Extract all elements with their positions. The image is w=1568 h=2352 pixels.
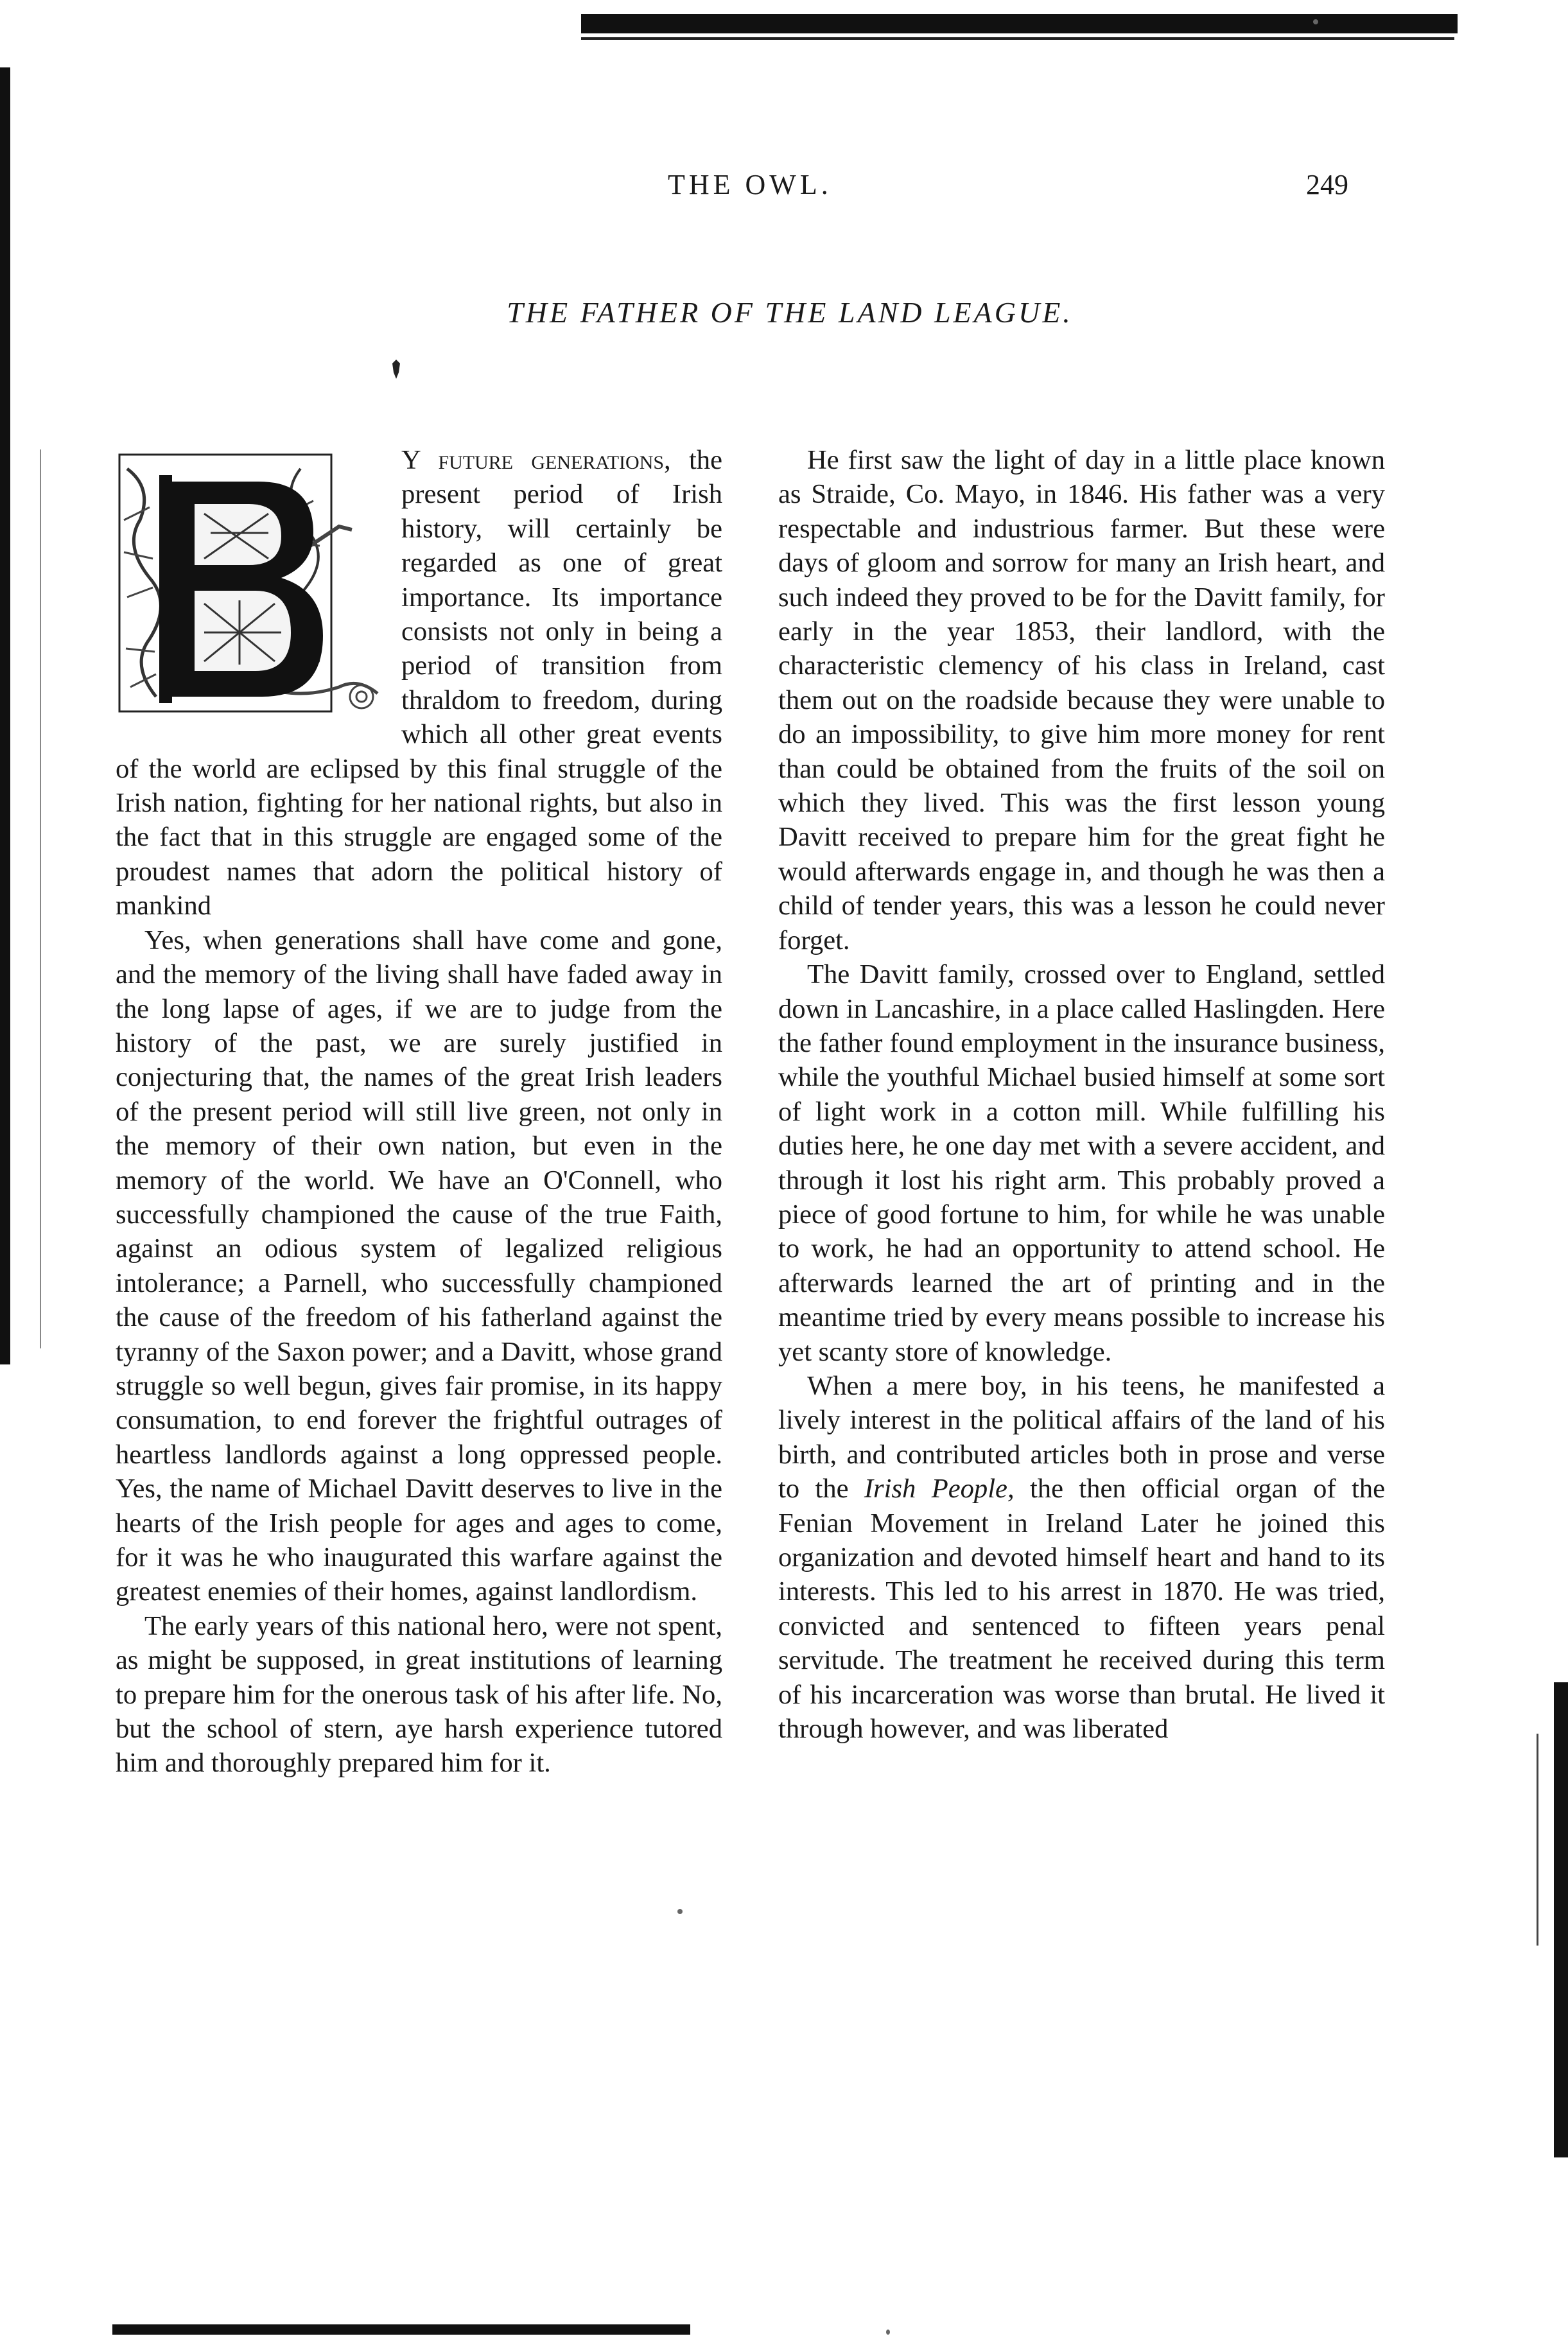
page-number: 249 [1306, 169, 1348, 200]
lead-in: Y future generations, [401, 445, 671, 475]
ink-speck [677, 1909, 683, 1914]
paragraph-text: the then official organ of the Fenian Movement in Ireland Later he joined this organization and devoted himself heart and hand to its interests. This led to his arrest in 1870. He was tried, convicted and sentenced to fifteen years penal servitude. The treatment he received during this term of his incarceration was worse than brutal. He lived it through however, and was liberated [778, 1474, 1386, 1745]
ornamental-drop-cap [108, 443, 385, 729]
ink-speck [886, 2330, 890, 2335]
drop-cap-b-ornament [108, 443, 385, 729]
scan-edge-right [1554, 1682, 1568, 2157]
paragraph [778, 1369, 1385, 1746]
paragraph: The Davitt family, crossed over to England, settled down in Lancashire, in a place called Haslingden. Here the father found employment in the insurance business, while the youthful Michael busied himself at some sort of light work in a cotton mill. While fulfilling his duties here, he one day met with a severe accident, and through it lost his right arm. This probably proved a piece of good fortune to him, for while he was unable to work, he had an opportunity to attend school. He afterwards learned the art of printing and in the meantime tried by every means possible to increase his yet scanty store of knowledge. [778, 959, 1385, 1367]
paragraph-text: the present period of Irish history, will certainly be regarded as one of great importance. Its importance consists not only in being a period of transition from thraldom to freedom, during which all other great events of the world are eclipsed by this final struggle of the Irish nation, fighting for her national rights, but also in the fact that in this struggle are engaged some of the proudest names that adorn the political history of mankind [116, 445, 723, 921]
scan-edge-top [581, 1, 1458, 33]
scan-edge-left-rule [40, 449, 41, 1348]
fleuron-ornament [388, 360, 404, 379]
left-column [116, 443, 722, 1781]
paragraph: Yes, when generations shall have come and gone, and the memory of the living shall have faded away in the long lapse of ages, if we are to judge from the history of the past, we are surely justified in conjecturing that, the names of the great Irish leaders of the present period will still live green, not only in the memory of their own nation, but even in the memory of the world. We have an O'Connell, who successfully championed the cause of the true Faith, against an odious system of legalized religious intolerance; a Parnell, who successfully championed the cause of the freedom of his fatherland against the tyranny of the Saxon power; and a Davitt, whose grand struggle so well begun, gives fair promise, in its happy consumation, to end forever the frightful outrages of heartless landlords against a long oppressed people. Yes, the name of Michael Davitt deserves to live in the hearts of the Irish people for ages and ages to come, for it was he who inaugurated this warfare against the greatest enemies of their homes, against landlordism. [116, 925, 722, 1607]
scan-edge-left [0, 67, 10, 1364]
right-column [778, 443, 1385, 1746]
running-head: THE OWL. [668, 169, 832, 200]
scan-edge-right-rule [1537, 1734, 1538, 1946]
scan-edge-top-rule [581, 37, 1454, 40]
article-title: THE FATHER OF THE LAND LEAGUE. [507, 296, 1073, 329]
paragraph: He first saw the light of day in a little place known as Straide, Co. Mayo, in 1846. His father was a very respectable and industrious farmer. But these were days of gloom and sorrow for many an Irish heart, and such indeed they proved to be for the Davitt family, for early in the year 1853, their landlord, with the characteristic clemency of his class in Ireland, cast them out on the roadside because they were unable to do an impossibility, to give him more money for rent than could be obtained from the fruits of the soil on which they lived. This was the first lesson young Davitt received to prepare him for the great fight he would afterwards engage in, and though he was then a child of tender years, this was a lesson he could never forget. [778, 445, 1385, 955]
paragraph: The early years of this national hero, were not spent, as might be supposed, in great institutions of learning to prepare him for the onerous task of his after life. No, but the school of stern, aye harsh experience tutored him and thoroughly prepared him for it. [116, 1610, 722, 1779]
ink-speck [1313, 19, 1318, 24]
scan-edge-bottom [112, 2324, 690, 2335]
paragraph-text: When a mere boy, in his teens, he manifested a lively interest in the political affairs of the land of his birth, and contributed articles both in prose and verse to the [778, 1370, 1385, 1504]
newspaper-title: Irish People, [864, 1474, 1015, 1504]
